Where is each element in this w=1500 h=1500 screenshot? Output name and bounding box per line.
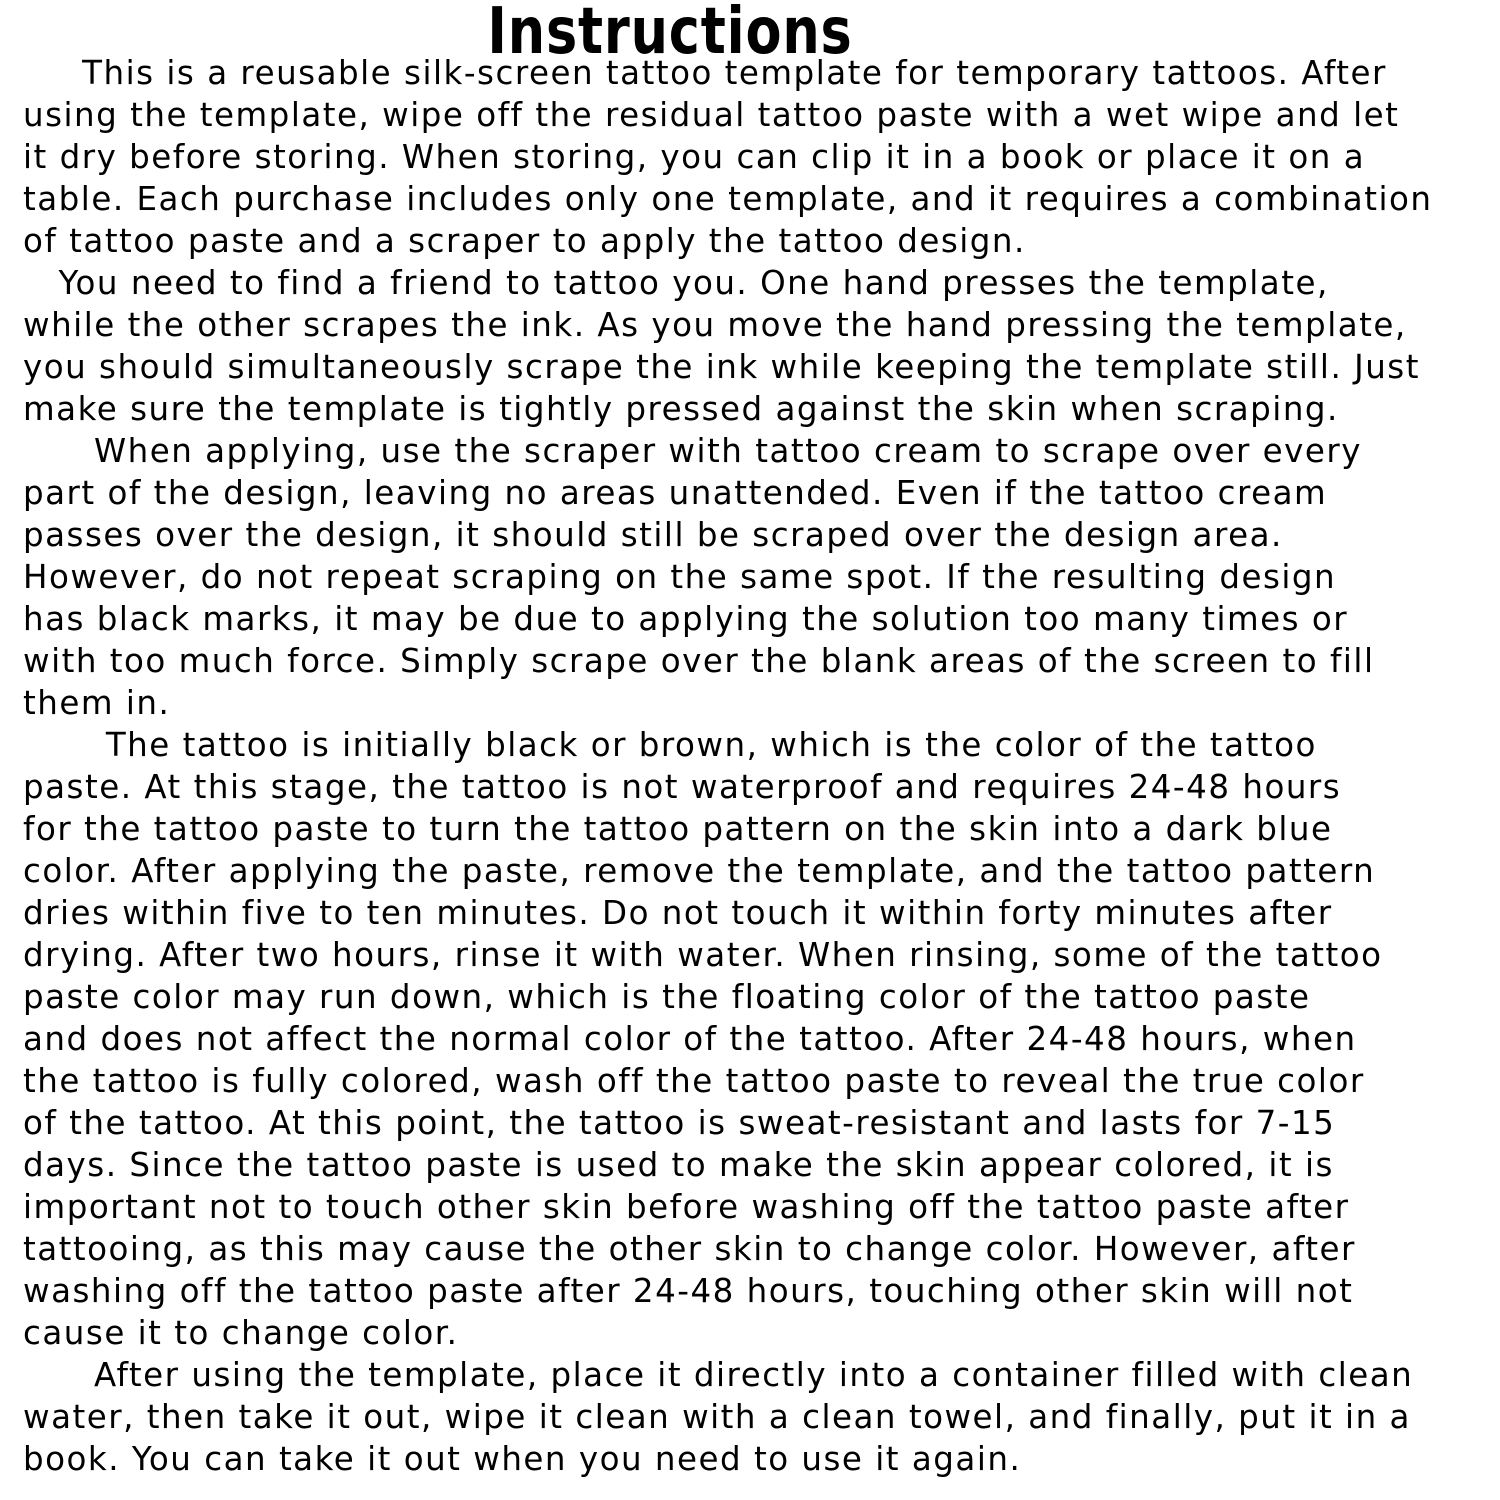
text-line: them in. [23, 684, 171, 722]
text-line: However, do not repeat scraping on the same spot. If the resulting design [23, 558, 1337, 596]
text-line: make sure the template is tightly pressed against the skin when scraping. [23, 390, 1339, 428]
text-line: tattooing, as this may cause the other skin to change color. However, after [23, 1230, 1356, 1268]
text-line: When applying, use the scraper with tattoo cream to scrape over every [23, 432, 1362, 470]
text-line: and does not affect the normal color of the tattoo. After 24-48 hours, when [23, 1020, 1357, 1058]
text-line: cause it to change color. [23, 1314, 459, 1352]
text-line: you should simultaneously scrape the ink while keeping the template still. Just [23, 348, 1420, 386]
text-line: of the tattoo. At this point, the tattoo is sweat-resistant and lasts for 7-15 [23, 1104, 1336, 1142]
text-line: has black marks, it may be due to applying the solution too many times or [23, 600, 1349, 638]
text-line: This is a reusable silk-screen tattoo template for temporary tattoos. After [23, 54, 1387, 92]
text-line: table. Each purchase includes only one template, and it requires a combination [23, 180, 1433, 218]
text-line: washing off the tattoo paste after 24-48 hours, touching other skin will not [23, 1272, 1354, 1310]
text-line: After using the template, place it directly into a container filled with clean [23, 1356, 1414, 1394]
text-line: with too much force. Simply scrape over the blank areas of the screen to fill [23, 642, 1375, 680]
text-line: part of the design, leaving no areas unattended. Even if the tattoo cream [23, 474, 1328, 512]
text-line: water, then take it out, wipe it clean with a clean towel, and finally, put it in a [23, 1398, 1411, 1436]
text-line: book. You can take it out when you need to use it again. [23, 1440, 1022, 1478]
text-line: of tattoo paste and a scraper to apply the tattoo design. [23, 222, 1026, 260]
text-line: paste. At this stage, the tattoo is not waterproof and requires 24-48 hours [23, 768, 1342, 806]
text-line: while the other scrapes the ink. As you move the hand pressing the template, [23, 306, 1407, 344]
text-line: for the tattoo paste to turn the tattoo pattern on the skin into a dark blue [23, 810, 1333, 848]
instructions-body [23, 52, 1493, 1480]
text-line: it dry before storing. When storing, you can clip it in a book or place it on a [23, 138, 1366, 176]
text-line: the tattoo is fully colored, wash off the tattoo paste to reveal the true color [23, 1062, 1365, 1100]
text-line: days. Since the tattoo paste is used to make the skin appear colored, it is [23, 1146, 1334, 1184]
text-line: You need to find a friend to tattoo you. One hand presses the template, [23, 264, 1329, 302]
text-line: paste color may run down, which is the floating color of the tattoo paste [23, 978, 1311, 1016]
text-line: passes over the design, it should still be scraped over the design area. [23, 516, 1283, 554]
text-line: using the template, wipe off the residual tattoo paste with a wet wipe and let [23, 96, 1400, 134]
text-line: important not to touch other skin before washing off the tattoo paste after [23, 1188, 1350, 1226]
text-line: dries within five to ten minutes. Do not touch it within forty minutes after [23, 894, 1333, 932]
text-line: color. After applying the paste, remove the template, and the tattoo pattern [23, 852, 1376, 890]
text-line: The tattoo is initially black or brown, which is the color of the tattoo [23, 726, 1317, 764]
page-title: Instructions [487, 0, 853, 69]
text-line: drying. After two hours, rinse it with water. When rinsing, some of the tattoo [23, 936, 1383, 974]
